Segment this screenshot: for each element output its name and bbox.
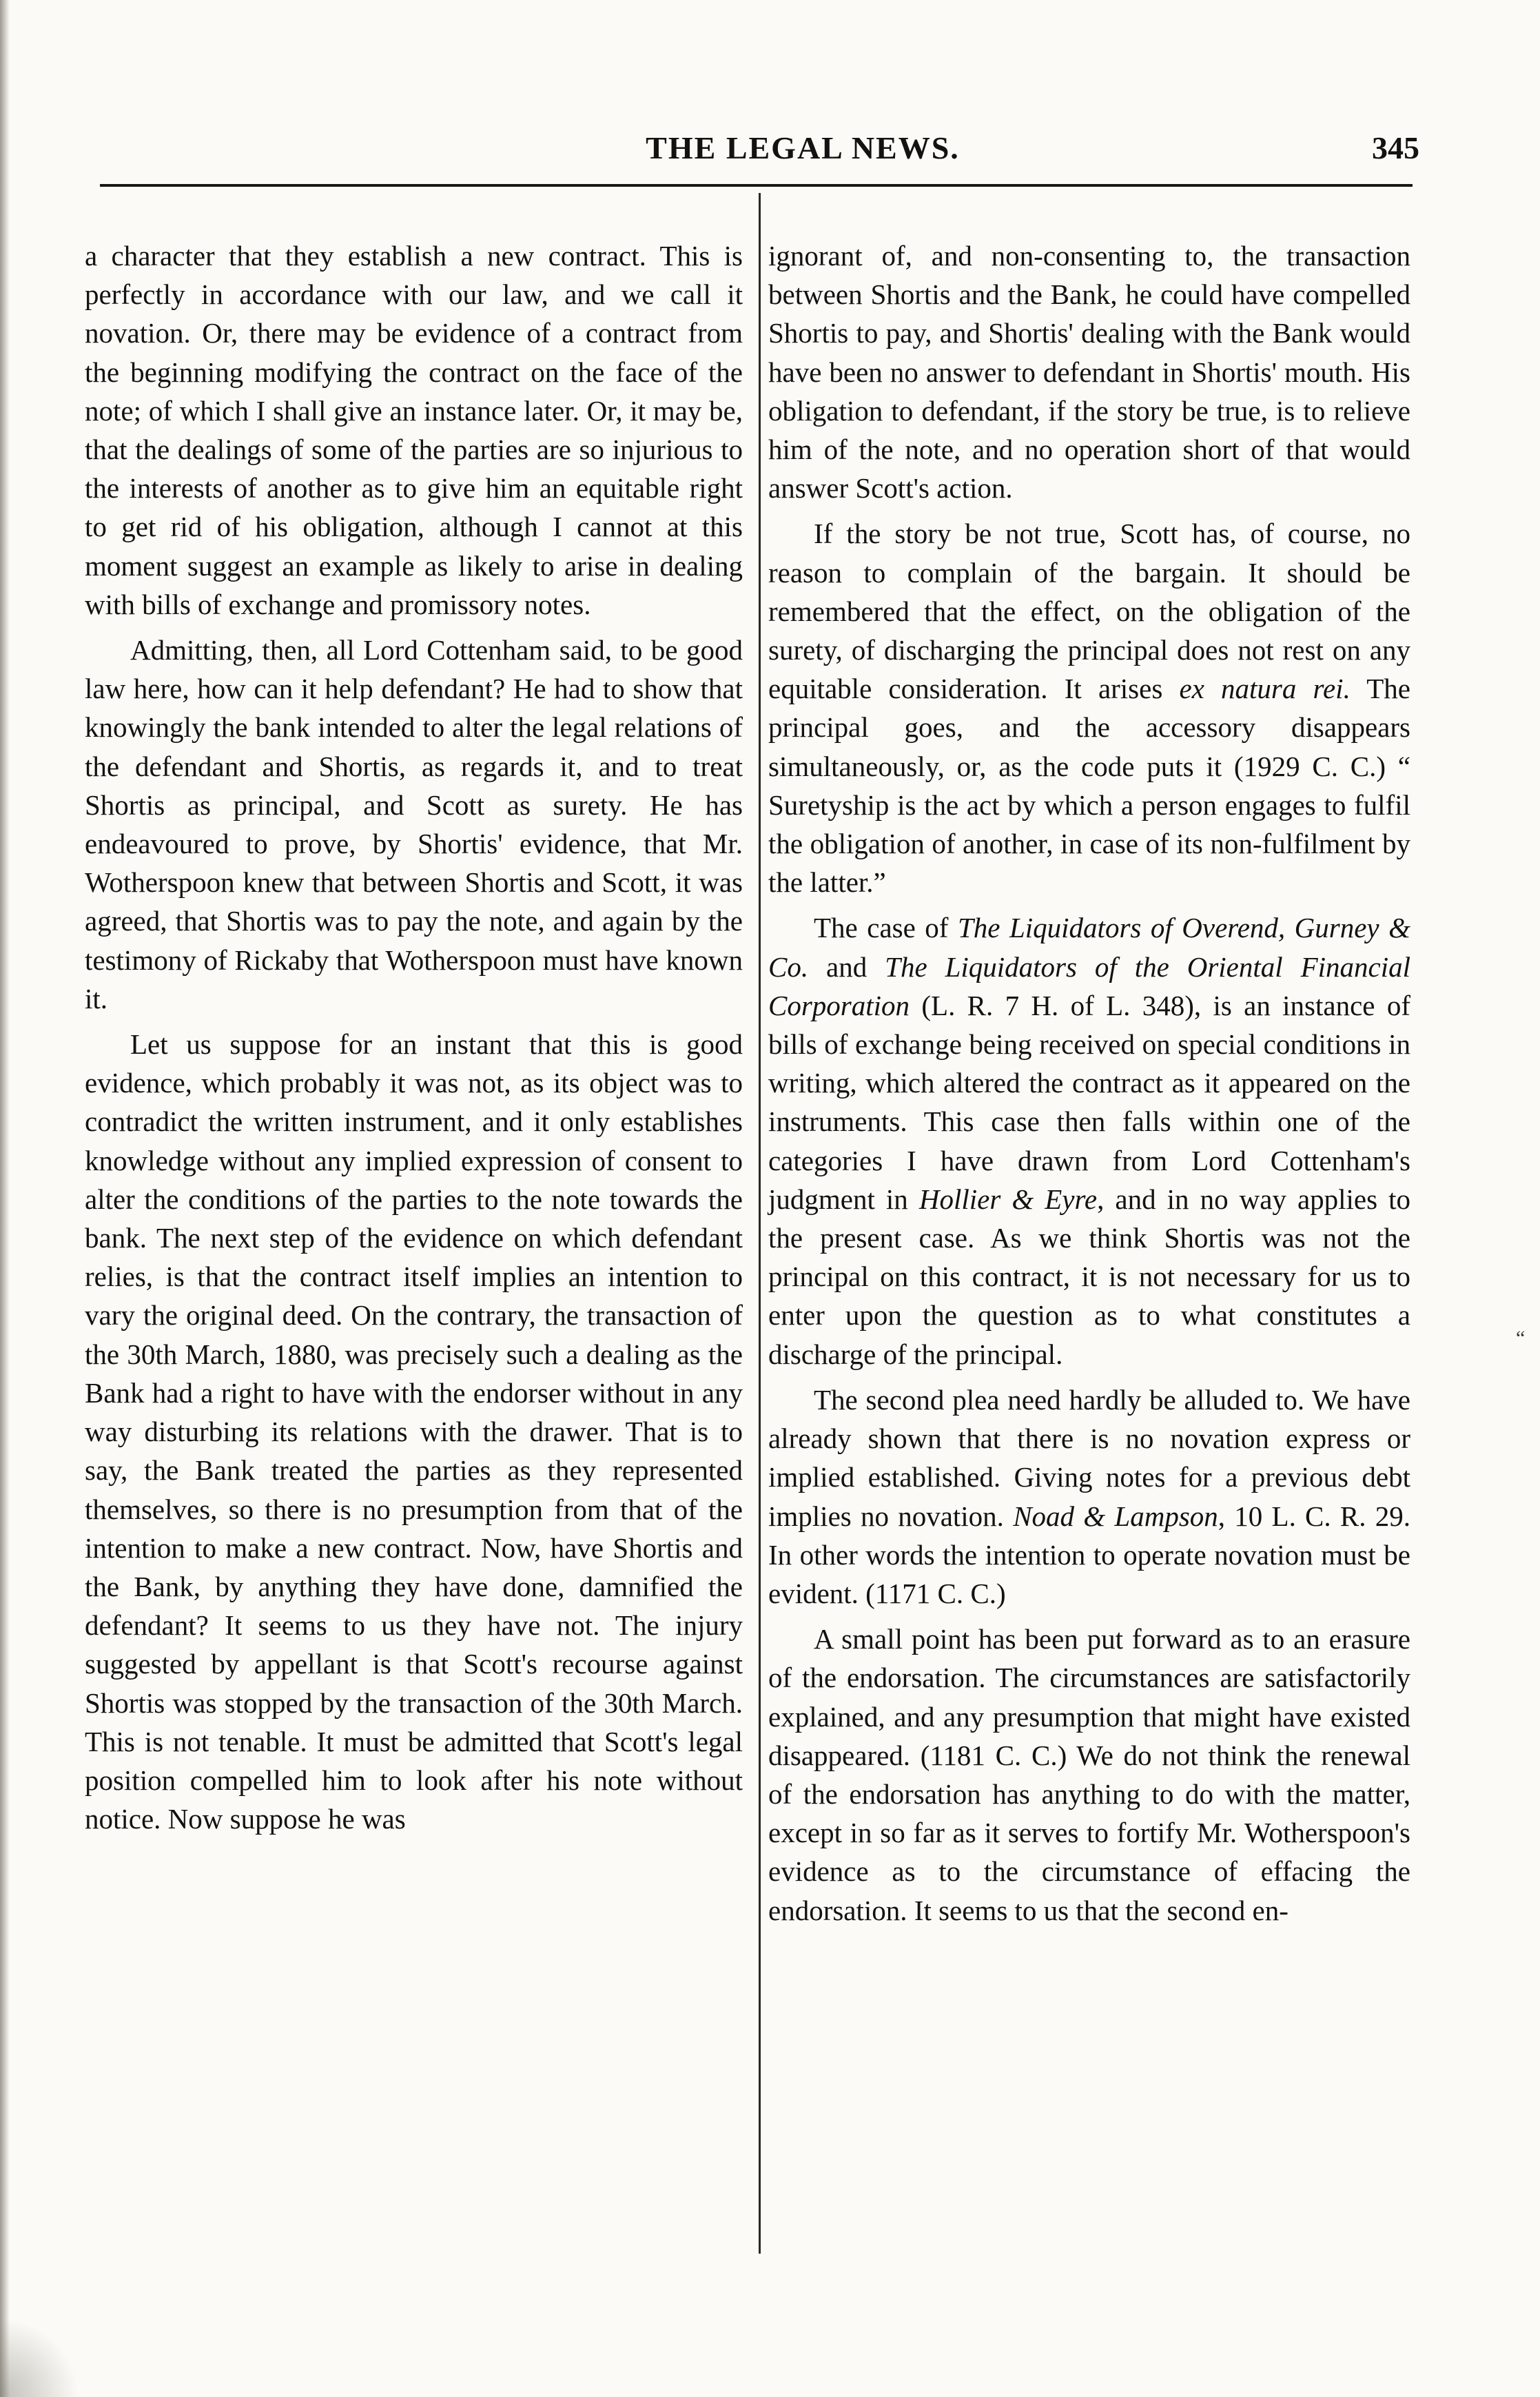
paragraph (768, 514, 1410, 901)
running-title: THE LEGAL NEWS. (646, 130, 960, 165)
column-divider (759, 193, 761, 2254)
text-run: , and in no way applies to the present case. As we think Shortis was not the principal on this contract, it is not necessary for us to enter upon the question as to what constitutes a discharge of the principal. (768, 1183, 1411, 1370)
case-name: Hollier & Eyre (918, 1183, 1098, 1215)
text-run: and (808, 950, 885, 983)
paragraph: ignorant of, and non-consenting to, the transaction between Shortis and the Bank, he could have compelled Shortis to pay, and Shortis' dealing with the Bank would have been no answer to defendant in Shortis' mouth. His obligation to defendant, if the story be true, is to relieve him of the note, and no operation short of that would answer Scott's action. (768, 240, 1410, 504)
case-name: The Liquidators of Overend, Gurney & Co. (768, 912, 1411, 983)
right-column (768, 236, 1410, 1930)
text-run: If the story be not true, Scott has, of course, no reason to complain of the bargain. It should be remembered that the effect, on the obligation of the surety, of discharging the principal does not rest on any equitable consideration. It arises (768, 518, 1410, 705)
header-rule (100, 184, 1413, 187)
text-run: The principal goes, and the accessory disappears simultaneously, or, as the code puts it (1929 C. C.) “ Suretyship is the act by which a person engages to fulfil the obligation of another, in case of its non-fulfilment by the latter.” (768, 673, 1410, 899)
scan-corner-smudge (0, 2321, 83, 2397)
scan-edge-shadow (0, 0, 10, 2397)
italic-phrase: ex natura rei. (1179, 673, 1351, 705)
page-number: 345 (1372, 130, 1419, 165)
paragraph (768, 1380, 1410, 1613)
page-header (186, 125, 1419, 174)
text-run: The second plea need hardly be alluded to. We have already shown that there is no novation express or implied established. Giving notes for a previous debt implies no novation. (768, 1383, 1410, 1532)
paragraph (768, 908, 1410, 1373)
paragraph: a character that they establish a new contract. This is perfectly in accordance with our law, and we call it novation. Or, there may be evidence of a contract from the beginning modifying the contract on the face of the note; of which I shall give an instance later. Or, it may be, that the dealings of some of the parties are so injurious to the interests of another as to give him an equitable right to get rid of his obligation, although I cannot at this moment suggest an example as likely to arise in dealing with bills of exchange and promissory notes. (85, 240, 743, 620)
text-run: (L. R. 7 H. of L. 348), is an instance of bills of exchange being received on special conditions in writing, which altered the contract as it appeared on the instruments. This case then falls within one of the categories I have drawn from Lord Cottenham's judgment in (768, 989, 1410, 1215)
case-name: Noad & Lampson (1013, 1500, 1218, 1532)
margin-mark: “ (1516, 1327, 1526, 1349)
case-name: The Liquidators of the Oriental Financial Corporation (768, 950, 1410, 1021)
paragraph: Let us suppose for an instant that this is good evidence, which probably it was not, as its object was to contradict the written instrument, and it only establishes knowledge without any implied expression of consent to alter the conditions of the parties to the note towards the bank. The next step of the evidence on which defendant relies, is that the contract itself implies an intention to vary the original deed. On the contrary, the transaction of the 30th March, 1880, was precisely such a dealing as the Bank had a right to have with the endorser without in any way disturbing its relations with the drawer. That is to say, the Bank treated the parties as they represented themselves, so there is no presumption from that of the intention to make a new contract. Now, have Shortis and the Bank, by anything they have done, damnified the defendant? It seems to us they have not. The injury suggested by appellant is that Scott's recourse against Shortis was stopped by the transaction of the 30th March. This is not tenable. It must be admitted that Scott's legal position compelled him to look after his note without notice. Now suppose he was (85, 1028, 743, 1835)
left-column (85, 236, 743, 1838)
paragraph: Admitting, then, all Lord Cottenham said, to be good law here, how can it help defendant? He had to show that knowingly the bank intended to alter the legal relations of the defendant and Shortis, as regards it, and to treat Shortis as principal, and Scott as surety. He has endeavoured to prove, by Shortis' evidence, that Mr. Wotherspoon knew that between Shortis and Scott, it was agreed, that Shortis was to pay the note, and again by the testimony of Rickaby that Wotherspoon must have known it. (85, 634, 743, 1014)
paragraph: A small point has been put forward as to an erasure of the endorsation. The circumstances are satisfactorily explained, and any presumption that might have existed disappeared. (1181 C. C.) We do not think the renewal of the endorsation has anything to do with the matter, except in so far as it serves to fortify Mr. Wotherspoon's evidence as to the circumstance of effacing the endorsation. It seems to us that the second en- (768, 1623, 1410, 1926)
text-run: The case of (814, 912, 958, 944)
text-run: , 10 L. C. R. 29. In other words the intention to operate novation must be evident. (1171 C. C.) (768, 1500, 1410, 1609)
